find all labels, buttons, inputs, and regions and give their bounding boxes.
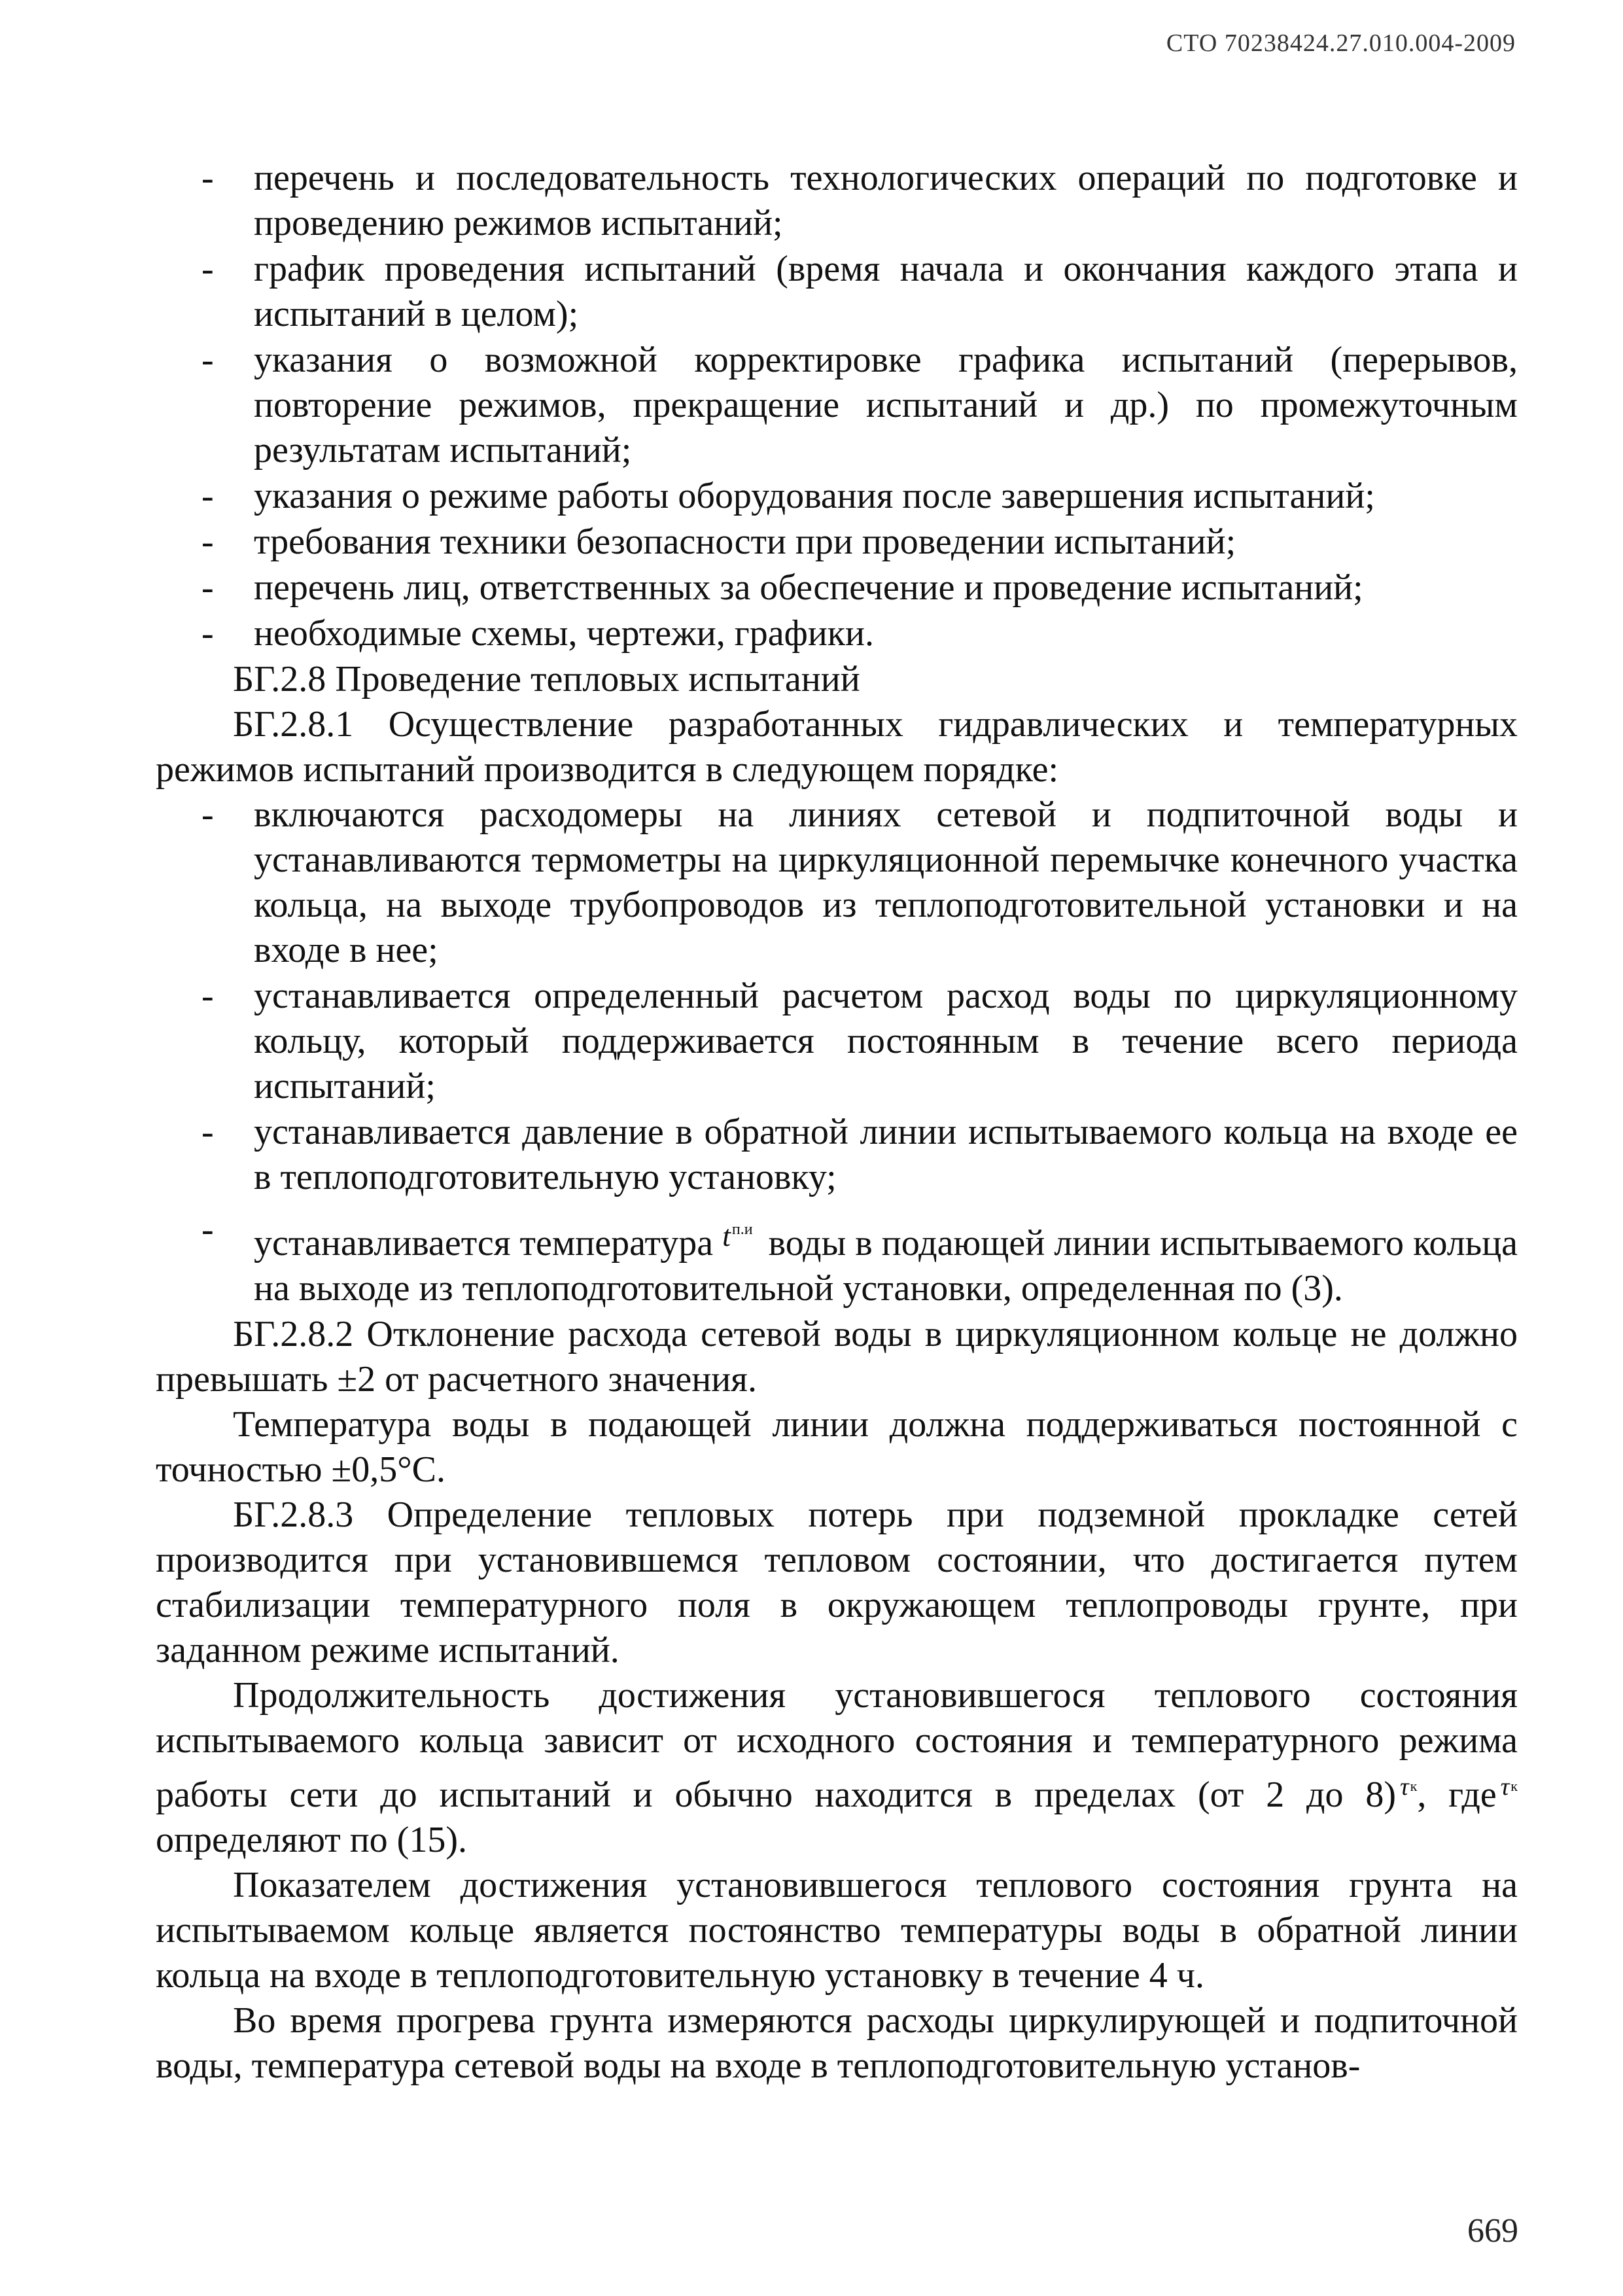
list-item-text: включаются расходомеры на линиях сетевой и подпиточной воды и устанавливаются термометры на циркуляционной перемычке конечного участка кольца, на выходе трубопроводов из теплоподготовительной установки и на входе в нее; xyxy=(254,794,1518,970)
list-dash: - xyxy=(201,567,214,608)
page-number: 669 xyxy=(1467,2212,1518,2250)
list-item-text: устанавливается давление в обратной линии испытываемого кольца на входе ее в теплоподготовительную установку; xyxy=(254,1112,1518,1197)
list-item-text: график проведения испытаний (время начала и окончания каждого этапа и испытаний в целом); xyxy=(254,249,1518,334)
paragraph-text: Продолжительность достижения установившегося теплового состояния испытываемого кольца зависит от исходного состояния и температурного режима работы сети до испытаний и обычно находится в пределах (от 2 до 8) xyxy=(156,1675,1518,1815)
formula-symbol-letter: τ xyxy=(1500,1773,1510,1801)
formula-symbol-tau xyxy=(1501,1773,1518,1801)
list-item xyxy=(156,611,1518,656)
document-code-header: СТО 70238424.27.010.004-2009 xyxy=(1166,29,1516,57)
list-dash: - xyxy=(201,158,214,198)
list-item xyxy=(156,974,1518,1109)
list-item xyxy=(156,520,1518,565)
list-dash: - xyxy=(201,1209,214,1250)
list-dash: - xyxy=(201,794,214,835)
list-item xyxy=(156,792,1518,973)
list-item-text: перечень лиц, ответственных за обеспечение и проведение испытаний; xyxy=(254,567,1363,608)
formula-symbol-tau xyxy=(1400,1773,1417,1801)
paragraph-temperature: Температура воды в подающей линии должна поддерживаться постоянной с точностью ±0,5°С. xyxy=(156,1404,1518,1490)
list-dash: - xyxy=(201,249,214,289)
list-dash: - xyxy=(201,613,214,654)
list-item-text-continued: воды в подающей линии испытываемого кольца на выходе из теплоподготовительной установки, определенная по (3). xyxy=(254,1223,1518,1309)
paragraph-text: определяют по (15). xyxy=(156,1820,467,1860)
list-dash: - xyxy=(201,476,214,516)
list-item-text: устанавливается определенный расчетом расход воды по циркуляционному кольцу, который поддерживается постоянным в течение всего периода испытаний; xyxy=(254,976,1518,1106)
paragraph-text: , где xyxy=(1417,1775,1497,1815)
list-item xyxy=(156,1110,1518,1200)
formula-symbol-letter: τ xyxy=(1400,1773,1409,1801)
formula-subscript: к xyxy=(1410,1778,1418,1794)
formula-symbol-t xyxy=(722,1219,752,1252)
list-item xyxy=(156,565,1518,610)
paragraph-bg-2-8-3: БГ.2.8.3 Определение тепловых потерь при подземной прокладке сетей производится при установившемся тепловом состоянии, что достигается путем стабилизации температурного поля в окружающем теплопроводы грунте, при заданном режиме испытаний. xyxy=(156,1494,1518,1670)
list-dash: - xyxy=(201,1112,214,1152)
list-item xyxy=(156,338,1518,473)
formula-subscript: п.и xyxy=(731,1221,753,1238)
paragraph-bg-2-8-1: БГ.2.8.1 Осуществление разработанных гидравлических и температурных режимов испытаний производится в следующем порядке: xyxy=(156,704,1518,790)
list-item-text: перечень и последовательность технологических операций по подготовке и проведению режимов испытаний; xyxy=(254,158,1518,243)
formula-symbol-letter: t xyxy=(722,1219,731,1252)
paragraph-duration xyxy=(156,1673,1518,1863)
paragraph-heating: Во время прогрева грунта измеряются расходы циркулирующей и подпиточной воды, температура сетевой воды на входе в теплоподготовительную установ- xyxy=(156,2000,1518,2086)
list-item-text: устанавливается температура xyxy=(254,1223,714,1263)
list-item-text: указания о возможной корректировке графика испытаний (перерывов, повторение режимов, прекращение испытаний и др.) по промежуточным результатам испытаний; xyxy=(254,340,1518,470)
list-item xyxy=(156,156,1518,246)
list-item-text: необходимые схемы, чертежи, графики. xyxy=(254,613,874,654)
section-heading-bg-2-8: БГ.2.8 Проведение тепловых испытаний xyxy=(233,659,860,699)
list-item-text: требования техники безопасности при проведении испытаний; xyxy=(254,521,1236,562)
list-dash: - xyxy=(201,340,214,380)
list-item xyxy=(156,474,1518,519)
document-body xyxy=(156,156,1518,2089)
paragraph-indicator: Показателем достижения установившегося теплового состояния грунта на испытываемом кольце является постоянство температуры воды в обратной линии кольца на входе в теплоподготовительную установку в течение 4 ч. xyxy=(156,1865,1518,1996)
list-item-text: указания о режиме работы оборудования после завершения испытаний; xyxy=(254,476,1375,516)
list-dash: - xyxy=(201,521,214,562)
formula-subscript: к xyxy=(1510,1778,1518,1794)
list-item xyxy=(156,247,1518,337)
list-item xyxy=(156,1207,1518,1311)
list-dash: - xyxy=(201,976,214,1016)
paragraph-bg-2-8-2: БГ.2.8.2 Отклонение расхода сетевой воды в циркуляционном кольце не должно превышать ±2 от расчетного значения. xyxy=(156,1314,1518,1400)
